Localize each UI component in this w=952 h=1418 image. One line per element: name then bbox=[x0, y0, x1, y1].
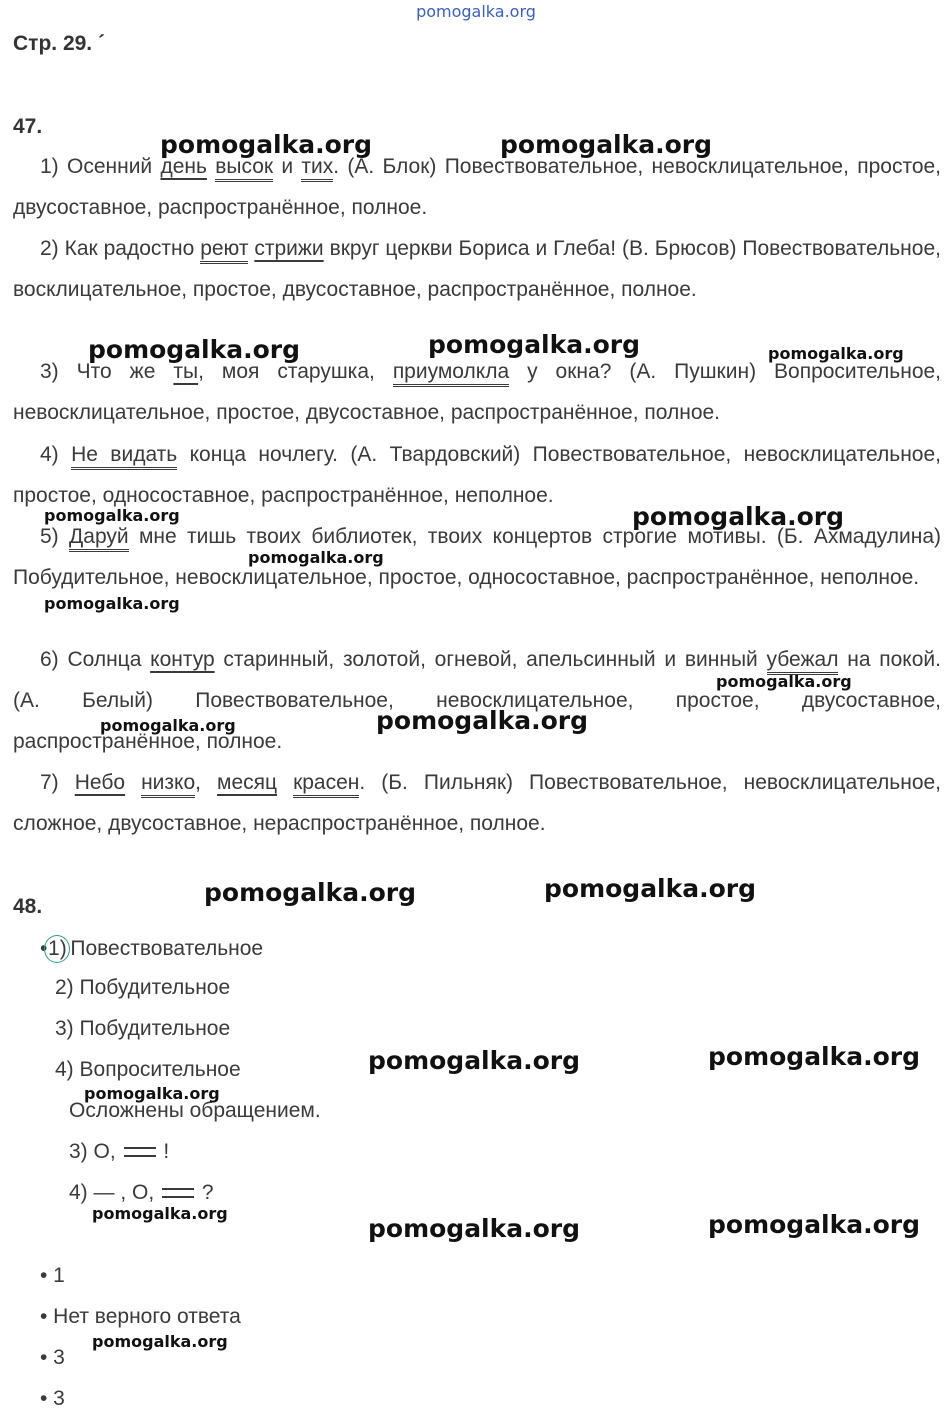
predicate: высок bbox=[215, 155, 273, 182]
subject: ты bbox=[173, 360, 199, 383]
predicate: приумолкла bbox=[393, 360, 509, 387]
task-48-number: 48. bbox=[13, 895, 43, 918]
scheme-3: 3) О, ! bbox=[69, 1140, 170, 1163]
watermark: pomogalka.org bbox=[368, 1214, 581, 1243]
predicate-symbol bbox=[124, 1147, 156, 1157]
note: Осложнены обращением. bbox=[69, 1099, 321, 1122]
watermark: pomogalka.org bbox=[716, 672, 852, 691]
watermark: pomogalka.org bbox=[248, 548, 384, 567]
watermark: pomogalka.org bbox=[92, 1204, 228, 1223]
watermark: pomogalka.org bbox=[84, 1084, 220, 1103]
watermark: pomogalka.org bbox=[88, 335, 301, 364]
watermark: pomogalka.org bbox=[632, 502, 845, 531]
task-47-item-7: 7) Небо низко, месяц красен. (Б. Пильняк) Повествовательное, невосклицательное, сложное, двусоставное, нераспространённое, полное. bbox=[13, 771, 942, 835]
answer-1: •1) Повествовательное bbox=[40, 935, 263, 963]
subject: Небо bbox=[74, 771, 126, 794]
subject: месяц bbox=[217, 771, 278, 794]
bullet-answer-1: • 1 bbox=[40, 1264, 65, 1287]
task-47-item-3: 3) Что же ты, моя старушка, приумолкла у окна? (А. Пушкин) Вопросительное, невосклицательное, простое, двусоставное, распространённое, полное. bbox=[13, 360, 942, 424]
task-47-item-5: 5) Даруй мне тишь твоих библиотек, твоих концертов строгие мотивы. (Б. Ахмадулина) Побудительное, невосклицательное, простое, односоставное, распространённое, неполное. bbox=[13, 525, 942, 589]
watermark: pomogalka.org bbox=[204, 878, 417, 907]
watermark: pomogalka.org bbox=[92, 1332, 228, 1351]
watermark: pomogalka.org bbox=[428, 330, 641, 359]
predicate: тих bbox=[301, 155, 333, 182]
predicate: красен bbox=[293, 771, 359, 798]
watermark: pomogalka.org bbox=[100, 716, 236, 735]
bullet-answer-3: • 3 bbox=[40, 1346, 65, 1369]
watermark: pomogalka.org bbox=[44, 594, 180, 613]
answer-4: 4) Вопросительное bbox=[55, 1058, 241, 1081]
subject: контур bbox=[150, 648, 215, 671]
predicate: Даруй bbox=[69, 525, 129, 552]
task-47-item-6: 6) Солнца контур старинный, золотой, огневой, апельсинный и винный убежал на покой. (А. Белый) Повествовательное, невосклицательное, простое, двусоставное, распространённое, полное. bbox=[13, 648, 941, 753]
predicate: реют bbox=[200, 237, 248, 264]
task-47-item-4: 4) Не видать конца ночлегу. (А. Твардовский) Повествовательное, невосклицательное, простое, односоставное, распространённое, неполное. bbox=[13, 443, 941, 507]
watermark: pomogalka.org bbox=[768, 344, 904, 363]
bullet: • bbox=[40, 937, 48, 960]
page-number: Стр. 29. ´ bbox=[13, 32, 105, 55]
task-47-number: 47. bbox=[13, 115, 43, 138]
bullet-answer-4: • 3 bbox=[40, 1387, 65, 1410]
site-header: pomogalka.org bbox=[416, 2, 536, 21]
watermark: pomogalka.org bbox=[544, 874, 757, 903]
predicate: убежал bbox=[767, 648, 839, 675]
task-47-item-1: 1) Осенний день высок и тих. (А. Блок) Повествовательное, невосклицательное, простое, двусоставное, распространённое, полное. bbox=[13, 155, 942, 219]
subject: стрижи bbox=[254, 237, 324, 260]
watermark: pomogalka.org bbox=[376, 706, 589, 735]
watermark: pomogalka.org bbox=[708, 1210, 921, 1239]
watermark: pomogalka.org bbox=[368, 1046, 581, 1075]
watermark: pomogalka.org bbox=[708, 1042, 921, 1071]
answer-2: 2) Побудительное bbox=[55, 976, 231, 999]
bullet-answer-2: • Нет верного ответа bbox=[40, 1305, 241, 1328]
watermark: pomogalka.org bbox=[160, 130, 373, 159]
scheme-4: 4) — , О, ? bbox=[69, 1181, 214, 1204]
watermark: pomogalka.org bbox=[44, 506, 180, 525]
predicate-symbol bbox=[162, 1188, 194, 1198]
answer-3: 3) Побудительное bbox=[55, 1017, 231, 1040]
task-47-item-2: 2) Как радостно реют стрижи вкруг церкви Бориса и Глеба! (В. Брюсов) Повествовательное, восклицательное, простое, двусоставное, распространённое, полное. bbox=[13, 237, 941, 301]
predicate: низко bbox=[141, 771, 195, 798]
watermark: pomogalka.org bbox=[500, 130, 713, 159]
circled-answer-mark: 1) bbox=[44, 935, 70, 963]
subject: день bbox=[160, 155, 207, 178]
predicate: Не видать bbox=[71, 443, 177, 470]
